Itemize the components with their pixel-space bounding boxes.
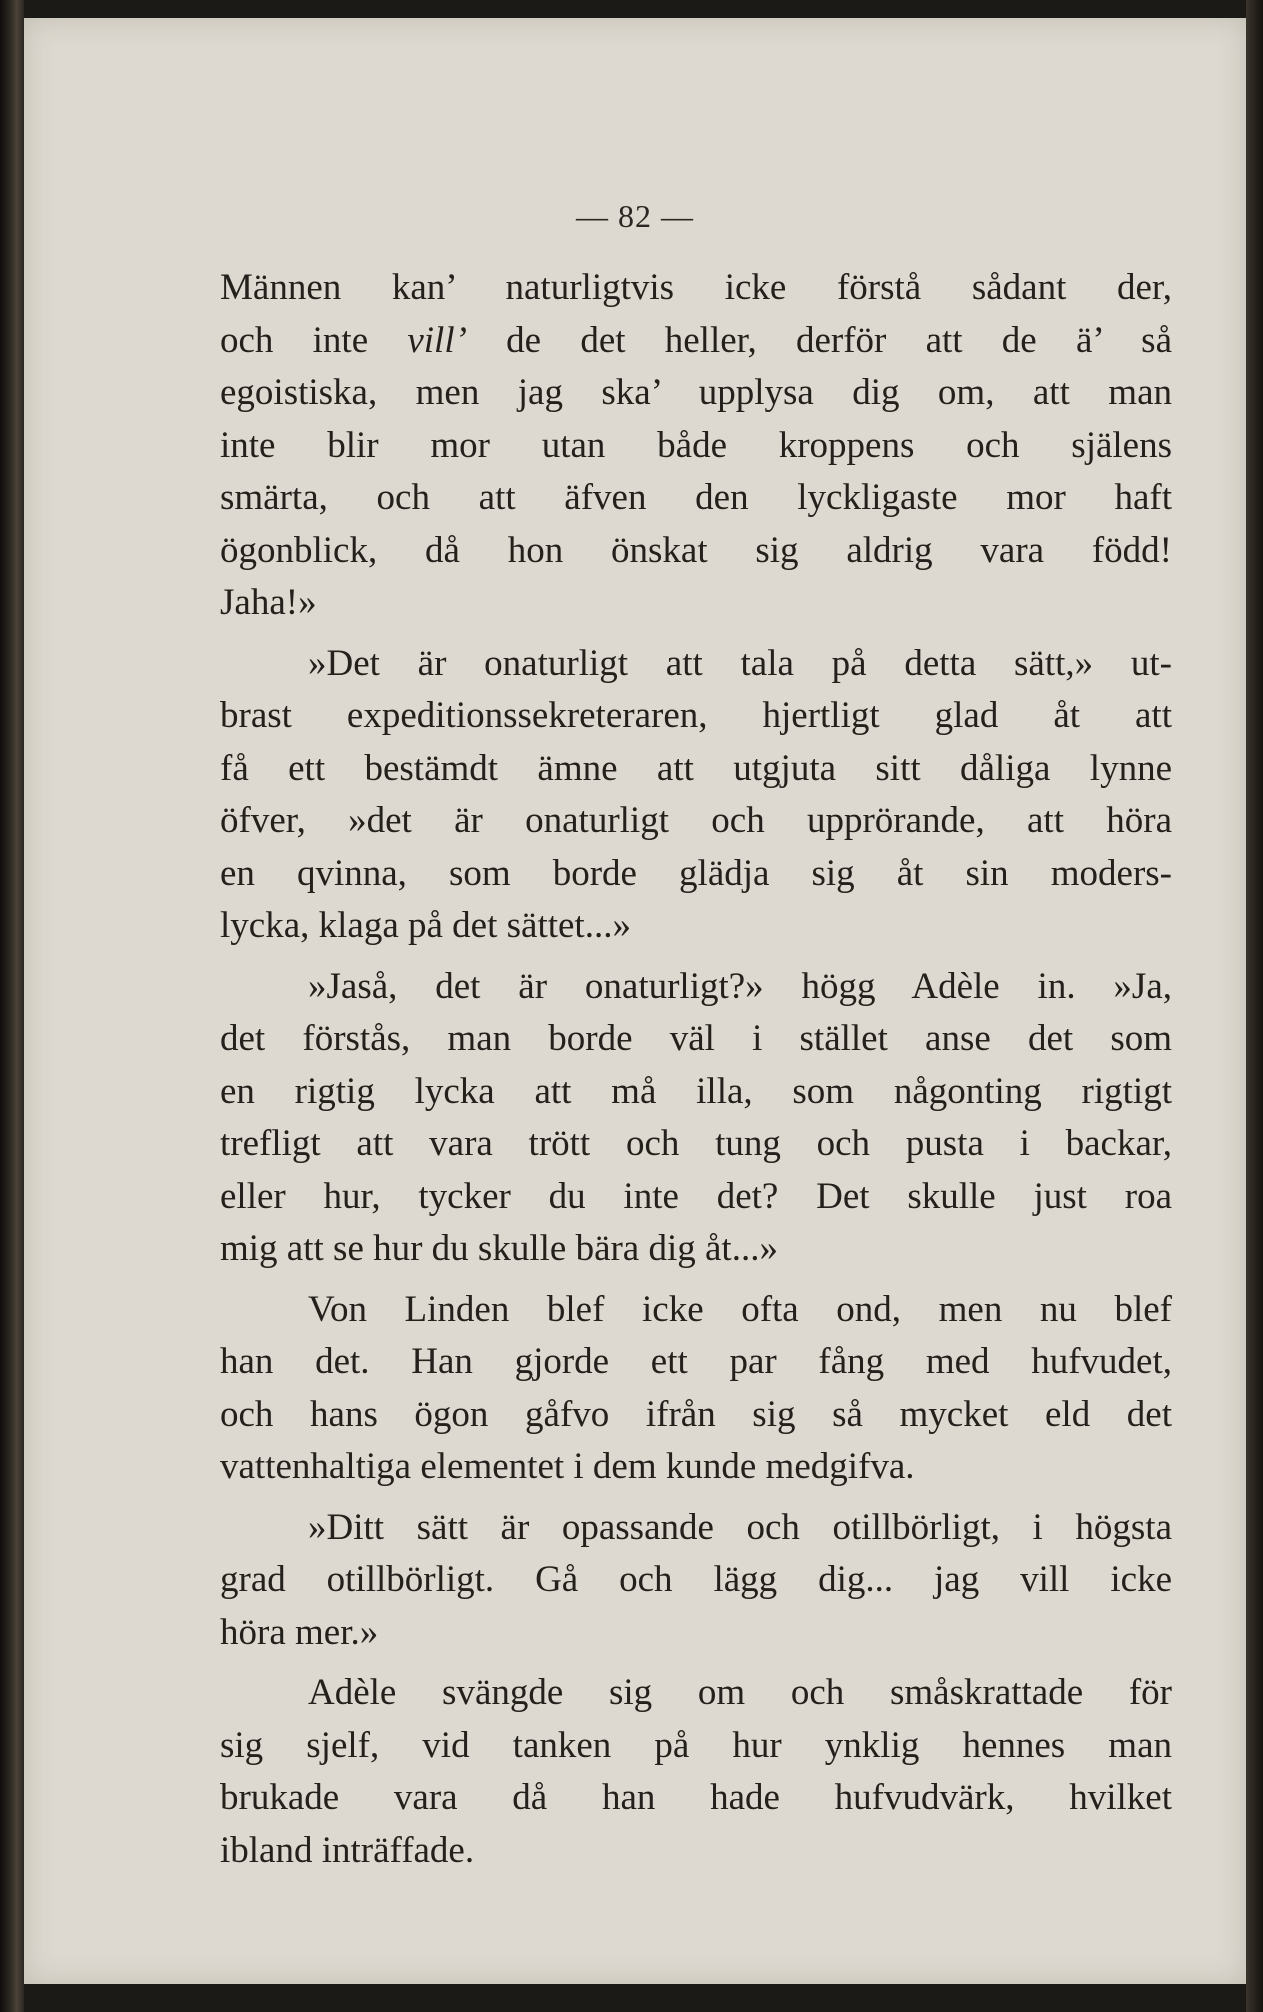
text-line: Adèle svängde sig om och småskrattade för (308, 1672, 1172, 1713)
text-line: han det. Han gjorde ett par fång med hufvudet, (220, 1341, 1172, 1382)
text-line: en rigtig lycka att må illa, som någonting rigtigt (220, 1070, 1172, 1112)
text-line: Jaha!» (220, 582, 317, 623)
text-line: öfver, »det är onaturligt och upprörande, att höra (220, 800, 1172, 841)
text-line: mig att se hur du skulle bära dig åt...» (220, 1228, 778, 1269)
text-line: och inte vill’ de det heller, derför att de ä’ så (220, 319, 1172, 361)
text-line: »Jaså, det är onaturligt?» högg Adèle in. »Ja, (308, 965, 1172, 1007)
text-line: Von Linden blef icke ofta ond, men nu blef (308, 1288, 1172, 1330)
text-line: sig sjelf, vid tanken på hur ynklig hennes man (220, 1724, 1172, 1766)
text-line: Männen kan’ naturligtvis icke förstå sådant der, (220, 267, 1172, 308)
text-line: brukade vara då han hade hufvudvärk, hvilket (220, 1777, 1172, 1818)
page-number: — 82 — (576, 198, 694, 234)
book-page (24, 18, 1246, 1984)
page-edge-shadow (1246, 0, 1263, 2012)
text-line: eller hur, tycker du inte det? Det skulle just roa (220, 1175, 1172, 1217)
body-text (220, 262, 1172, 1877)
text-line: trefligt att vara trött och tung och pusta i backar, (220, 1123, 1172, 1164)
text-line: få ett bestämdt ämne att utgjuta sitt dåliga lynne (220, 747, 1172, 789)
text-line: brast expeditionssekreteraren, hjertligt glad åt att (220, 695, 1172, 736)
text-line: egoistiska, men jag ska’ upplysa dig om, att man (220, 372, 1172, 413)
text-line: en qvinna, som borde glädja sig åt sin moders- (220, 852, 1172, 894)
text-line: »Ditt sätt är opassande och otillbörligt, i högsta (308, 1506, 1172, 1548)
text-line: vattenhaltiga elementet i dem kunde medgifva. (220, 1446, 915, 1487)
text-line: grad otillbörligt. Gå och lägg dig... jag vill icke (220, 1559, 1172, 1600)
text-line: och hans ögon gåfvo ifrån sig så mycket eld det (220, 1393, 1172, 1435)
text-line: det förstås, man borde väl i stället anse det som (220, 1018, 1172, 1059)
text-line: »Det är onaturligt att tala på detta sätt,» ut- (308, 642, 1172, 684)
text-line: inte blir mor utan både kroppens och själens (220, 424, 1172, 466)
text-line: lycka, klaga på det sättet...» (220, 905, 631, 946)
text-line: ögonblick, då hon önskat sig aldrig vara född! (220, 529, 1172, 571)
text-line: höra mer.» (220, 1611, 379, 1653)
text-line: smärta, och att äfven den lyckligaste mor haft (220, 477, 1172, 518)
book-spine-edge (0, 0, 24, 2012)
text-line: ibland inträffade. (220, 1829, 475, 1871)
